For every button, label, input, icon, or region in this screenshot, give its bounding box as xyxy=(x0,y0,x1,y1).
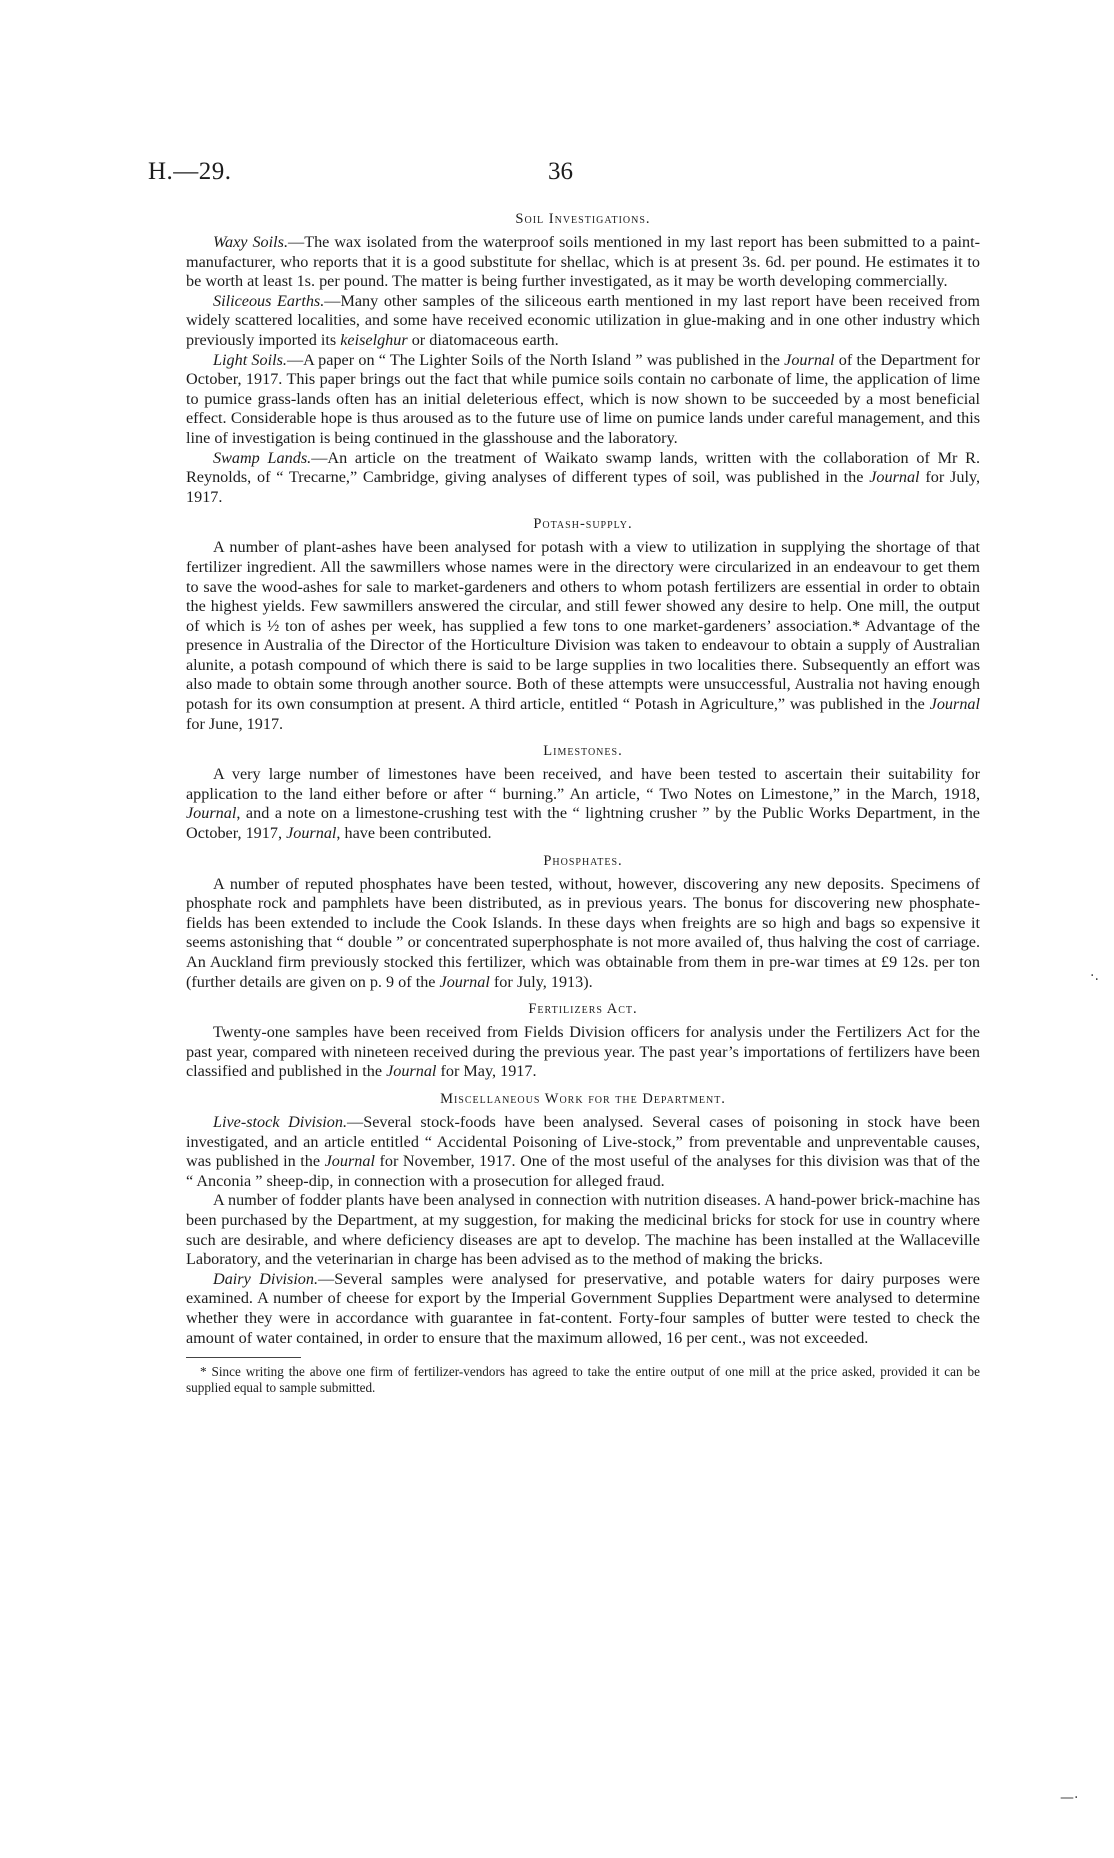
paragraph-potash: A number of plant-ashes have been analysed for potash with a view to utilization in supplying the shortage of that fertilizer ingredient. All the sawmillers whose names were in the directory were circularized in an endeavour to get them to save the wood-ashes for sale to market-gardeners and others to whom potash fertilizers are essential in order to obtain the highest yields. Few sawmillers answered the circular, and still fewer showed any desire to help. One mill, the output of which is ½ ton of ashes per week, has supplied a few tons to one market-gardeners’ association.* Advantage of the presence in Australia of the Director of the Horticulture Division was taken to endeavour to obtain a supply of Australian alunite, a potash compound of which there is said to be large supplies in two localities there. Subsequently an effort was also made to obtain some through another source. Both of these attempts were unsuccessful, Australia not having enough potash for its own consumption at present. A third article, entitled “ Potash in Agriculture,” was published in the Journal for June, 1917. xyxy=(186,538,981,733)
section-heading-miscellaneous: Miscellaneous Work for the Department. xyxy=(440,1090,726,1107)
margin-mark: —· xyxy=(1060,1790,1079,1806)
section-heading-limestones: Limestones. xyxy=(543,743,623,760)
paragraph-fodder-plants: A number of fodder plants have been analysed in connection with nutrition diseases. A hand-power brick-machine has been purchased by the Department, at my suggestion, for making the medicinal bricks for stock for use in country where such are desirable, and where deficiency diseases are apt to develop. The machine has been installed at the Wallaceville Laboratory, and the veterinarian in charge has been advised as to the method of making the bricks. xyxy=(186,1191,980,1269)
footnote-divider xyxy=(186,1357,301,1358)
footnote: * Since writing the above one firm of fertilizer-vendors has agreed to take the entire output of one mill at the price asked, provided it can be supplied equal to sample submitted. xyxy=(186,1364,980,1396)
paragraph-live-stock-division: Live-stock Division.—Several stock-foods have been analysed. Several cases of poisoning in stock have been investigated, and an article entitled “ Accidental Poisoning of Live-stock,” from preventable and unpreventable causes, was published in the Journal for November, 1917. One of the most useful of the analyses for this division was that of the “ Anconia ” sheep-dip, in connection with a prosecution for alleged fraud. xyxy=(186,1112,980,1190)
page-header xyxy=(148,158,978,188)
paragraph-light-soils: Light Soils.—A paper on “ The Lighter Soils of the North Island ” was published in the Journal of the Department for October, 1917. This paper brings out the fact that while pumice soils contain no carbonate of lime, the application of lime to pumice grass-lands often has an initial deleterious effect, which is now shown to be succeeded by a most beneficial effect. Considerable hope is thus aroused as to the future use of lime on pumice lands under careful management, and this line of investigation is being continued in the glasshouse and the laboratory. xyxy=(186,350,980,447)
section-heading-fertilizers-act: Fertilizers Act. xyxy=(528,1001,638,1018)
paragraph-dairy-division: Dairy Division.—Several samples were analysed for preservative, and potable waters for dairy purposes were examined. A number of cheese for export by the Imperial Government Supplies Department were analysed to determine whether they were in accordance with guarantee in fat-content. Forty-four samples of butter were tested to check the amount of water contained, in order to ensure that the maximum allowed, 16 per cent., was not exceeded. xyxy=(186,1269,980,1347)
paragraph-label: Swamp Lands. xyxy=(213,448,312,467)
section-heading-potash: Potash-supply. xyxy=(533,516,633,533)
paragraph-waxy-soils: Waxy Soils.—The wax isolated from the waterproof soils mentioned in my last report has been submitted to a paint-manufacturer, who reports that it is a good substitute for shellac, which is at present 3s. 6d. per pound. He estimates it to be worth at least 1s. per pound. The matter is being further investigated, as it may be worth developing commercially. xyxy=(186,233,980,291)
paragraph-label: Live-stock Division. xyxy=(213,1112,348,1131)
paragraph-limestones: A very large number of limestones have been received, and have been tested to ascertain their suitability for application to the land either before or after “ burning.” An article, “ Two Notes on Limestone,” in the March, 1918, Journal, and a note on a limestone-crushing test with the “ lightning crusher ” by the Public Works Department, in the October, 1917, Journal, have been contributed. xyxy=(186,765,980,843)
paragraph-swamp-lands: Swamp Lands.—An article on the treatment of Waikato swamp lands, written with the collaboration of Mr R. Reynolds, of “ Trecarne,” Cambridge, giving analyses of different types of soil, was published in the Journal for July, 1917. xyxy=(186,448,981,506)
paragraph-phosphates: A number of reputed phosphates have been tested, without, however, discovering any new deposits. Specimens of phosphate rock and pamphlets have been distributed, as in previous years. The bonus for discovering new phosphate-fields has been extended to include the Cook Islands. In these days when freights are so high and bags so expensive it seems astonishing that “ double ” or concentrated superphosphate is not more availed of, thus halving the cost of carriage. An Auckland firm previously stocked this fertilizer, which was obtainable from them in pre-war times at £9 12s. per ton (further details are given on p. 9 of the Journal for July, 1913). xyxy=(186,874,980,991)
paragraph-label: Dairy Division. xyxy=(213,1269,319,1288)
page-number: 36 xyxy=(548,158,573,185)
document-reference: H.—29. xyxy=(148,158,232,185)
section-heading-phosphates: Phosphates. xyxy=(543,852,623,869)
paragraph-label: Siliceous Earths. xyxy=(213,291,325,310)
paragraph-label: Waxy Soils. xyxy=(213,233,288,251)
margin-mark: ·. xyxy=(1090,968,1099,984)
page-body xyxy=(186,210,980,1396)
paragraph-fertilizers-act: Twenty-one samples have been received from Fields Division officers for analysis under the Fertilizers Act for the past year, compared with nineteen received during the previous year. The past year’s importations of fertilizers have been classified and published in the Journal for May, 1917. xyxy=(186,1023,980,1081)
paragraph-label: Light Soils. xyxy=(213,350,287,369)
section-heading-soil: Soil Investigations. xyxy=(515,211,651,227)
paragraph-siliceous-earths: Siliceous Earths.—Many other samples of the siliceous earth mentioned in my last report have been received from widely scattered localities, and some have received economic utilization in glue-making and in one other industry which previously imported its keiselghur or diatomaceous earth. xyxy=(186,291,980,349)
